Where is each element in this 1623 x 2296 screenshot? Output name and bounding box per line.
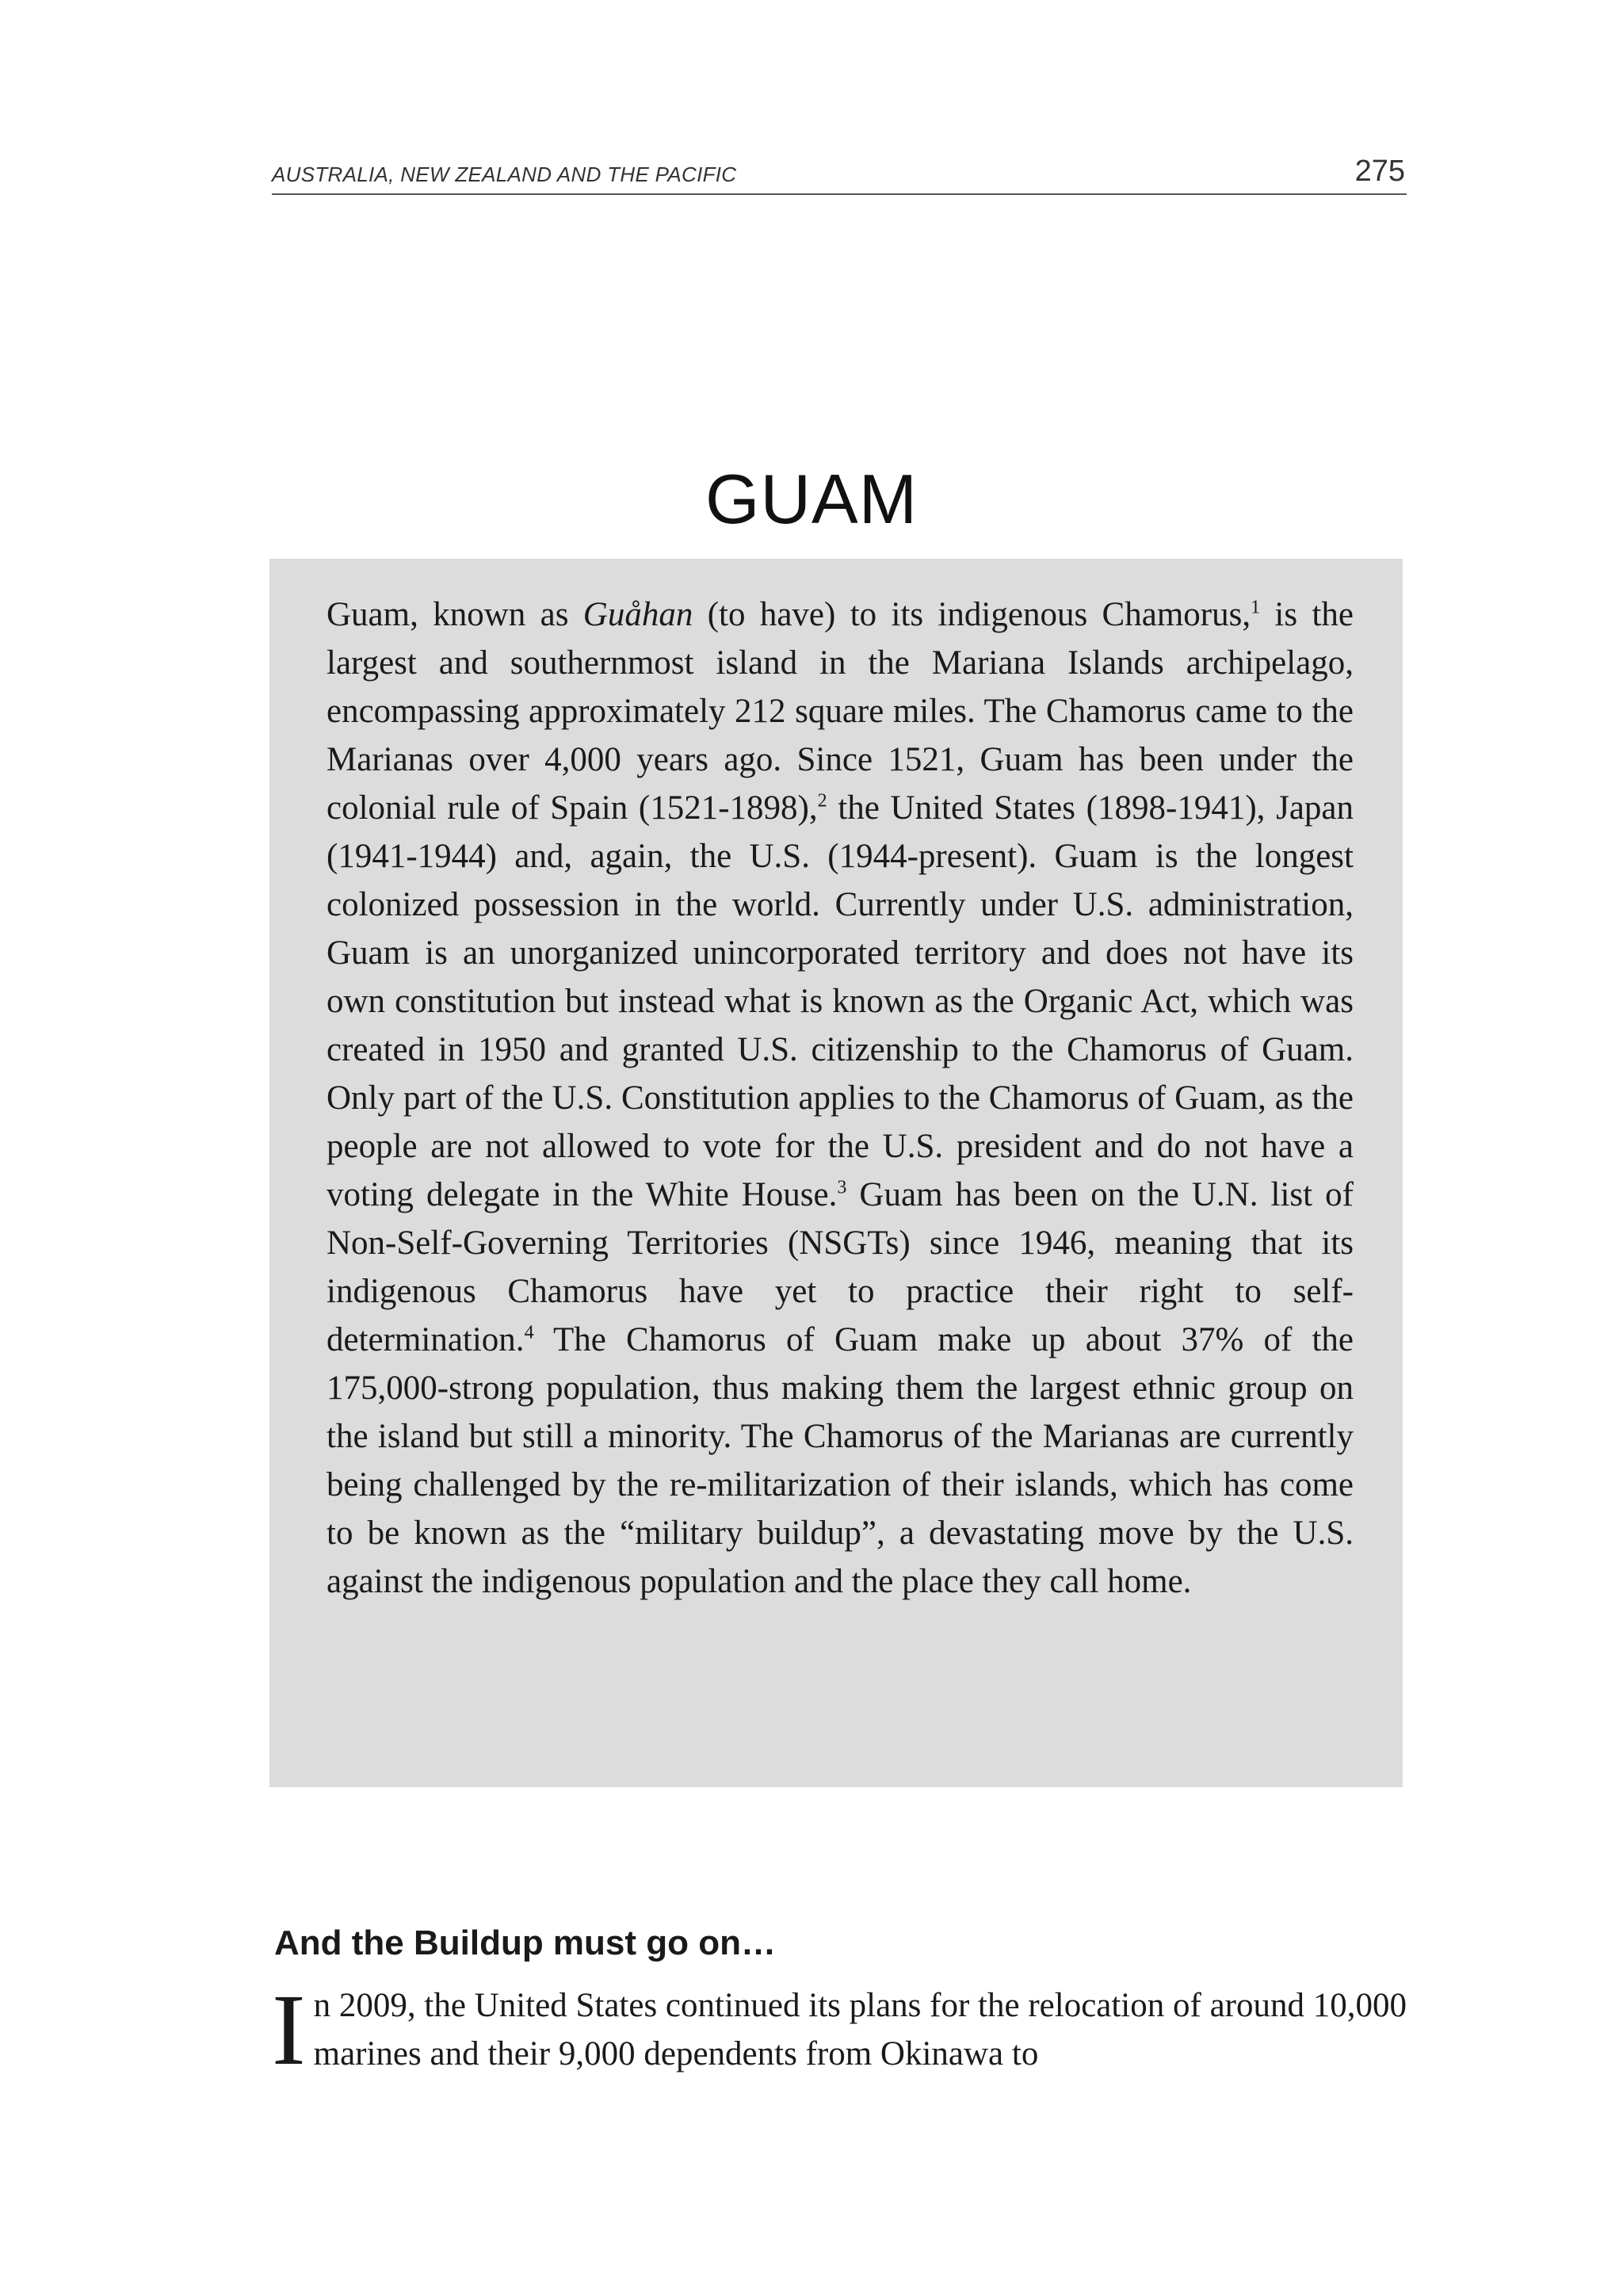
summary-box [269,559,1403,1787]
summary-text-5: Guam has been on the U.N. list of Non-Self-Governing Territories (NSGTs) since 1946, meaning that its indigenous Chamorus have yet to practice their right to self-determination. [327,1176,1354,1358]
drop-cap: I [272,1973,306,2086]
footnote-ref-2[interactable]: 2 [817,790,827,812]
footnote-ref-4[interactable]: 4 [524,1322,534,1343]
chapter-title: GUAM [705,459,918,538]
summary-text-3: is the largest and southernmost island in the Mariana Islands archipelago, encompassing approximately 212 square miles. The Chamorus came to the Marianas over 4,000 years ago. Since 1521, Guam has been under the colonial rule of Spain (1521-1898), [327,596,1354,827]
running-header [272,151,1407,195]
summary-italic-term: Guåhan [582,596,693,633]
summary-text-2: (to have) to its indigenous Chamorus, [693,596,1251,633]
body-paragraph [272,1973,1407,2086]
page-number: 275 [1354,155,1405,188]
summary-paragraph [327,590,1354,1606]
footnote-ref-1[interactable]: 1 [1251,597,1261,618]
running-title: AUSTRALIA, NEW ZEALAND AND THE PACIFIC [272,162,737,186]
body-text: n 2009, the United States continued its plans for the relocation of around 10,000 marines and their 9,000 dependents from Okinawa to [313,1987,1407,2073]
footnote-ref-3[interactable]: 3 [837,1177,847,1198]
summary-text-1: Guam, known as [327,596,583,633]
summary-text-4: the United States (1898-1941), Japan (1941-1944) and, again, the U.S. (1944-present). Guam is the longest colonized possession in the world. Currently under U.S. administration, Guam is an unorganized unincorporated territory and does not have its own constitution but instead what is known as the Organic Act, which was created in 1950 and granted U.S. citizenship to the Chamorus of Guam. Only part of the U.S. Constitution applies to the Chamorus of Guam, as the people are not allowed to vote for the U.S. president and do not have a voting delegate in the White House. [327,789,1354,1213]
section-heading: And the Buildup must go on… [274,1923,777,1962]
summary-text-6: The Chamorus of Guam make up about 37% of the 175,000-strong population, thus making them the largest ethnic group on the island but still a minority. The Chamorus of the Marianas are currently being challenged by the re-militarization of their islands, which has come to be known as the “military buildup”, a devastating move by the U.S. against the indigenous population and the place they call home. [327,1321,1354,1600]
